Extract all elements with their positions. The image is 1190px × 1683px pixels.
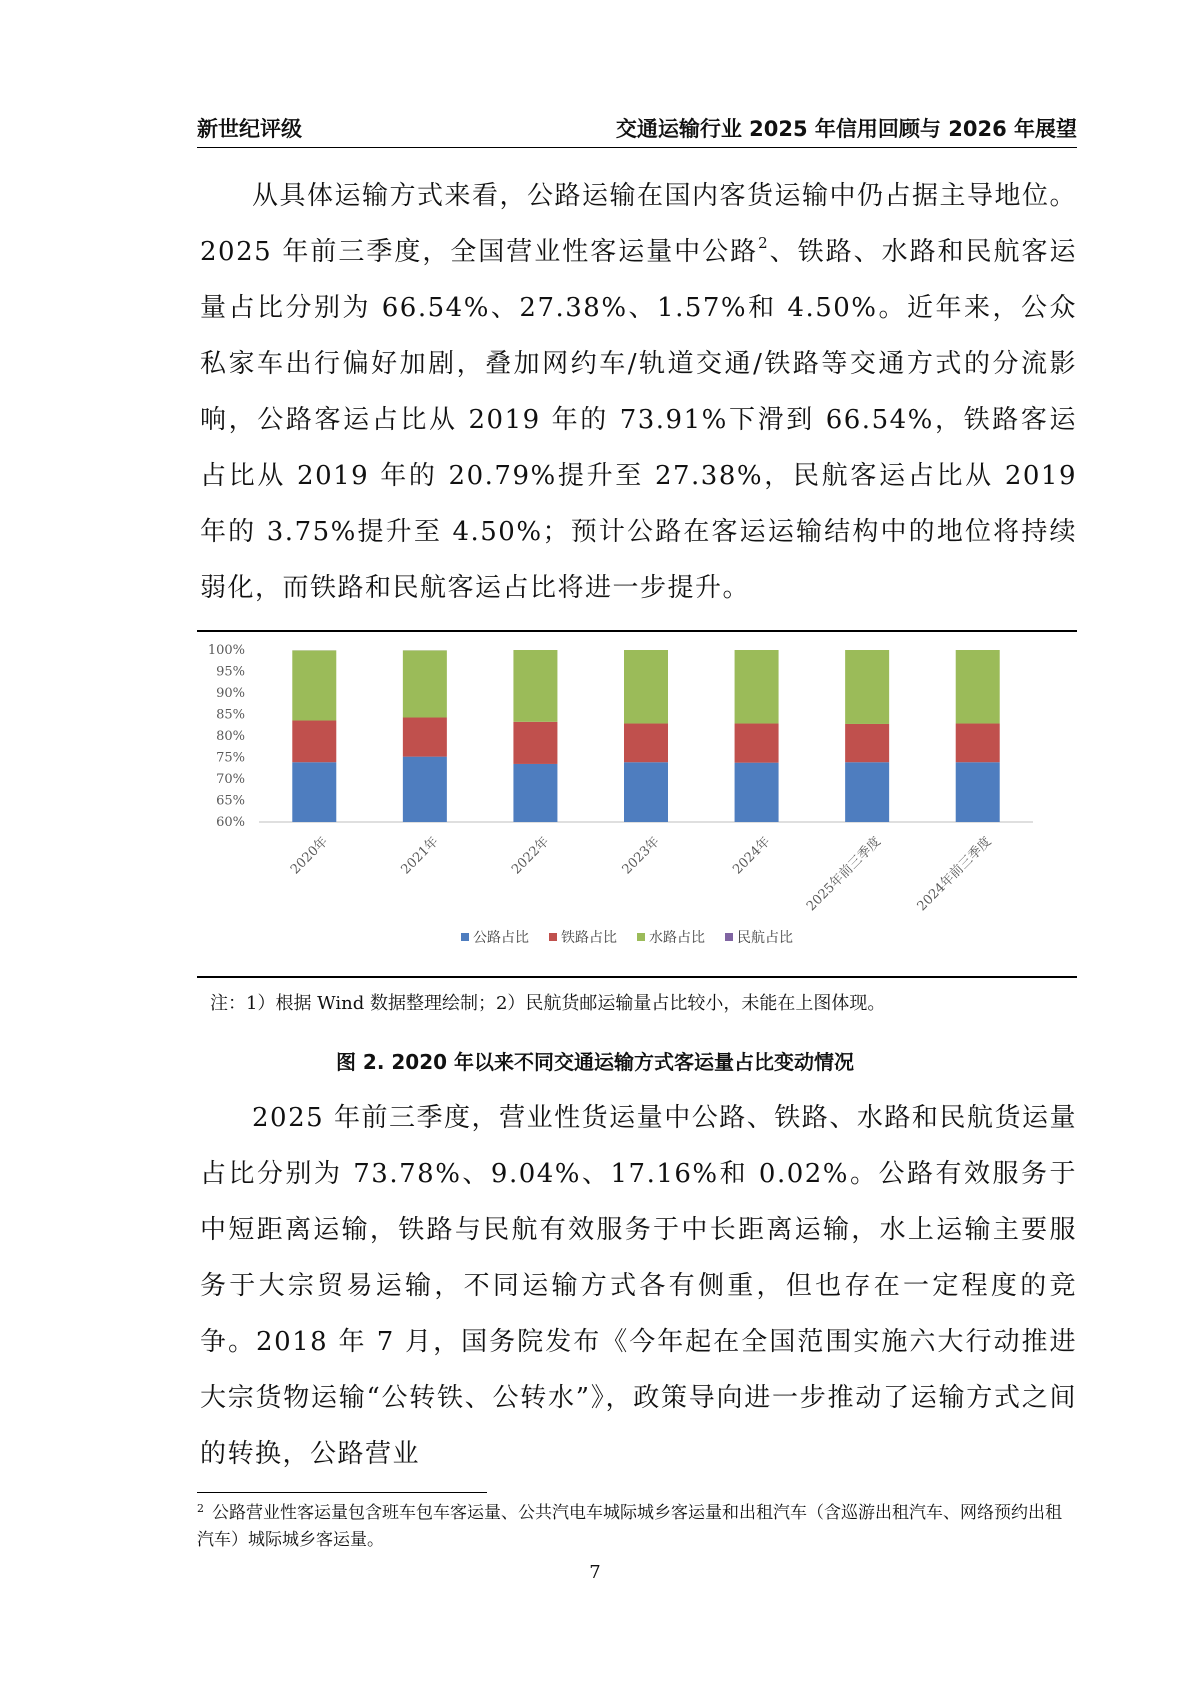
bar-segment (956, 724, 1000, 763)
legend-label: 水路占比 (649, 930, 705, 946)
legend-label: 铁路占比 (561, 930, 617, 946)
bar-segment (845, 762, 889, 822)
bar-segment (624, 724, 668, 763)
chart-bottom-rule (197, 976, 1077, 978)
legend-swatch (725, 933, 733, 941)
paragraph-text-b: 、铁路、水路和民航客运量占比分别为 66.54%、27.38%、1.57%和 4.50%。近年来，公众私家车出行偏好加剧，叠加网约车/轨道交通/铁路等交通方式的分流影响，公路客运占比从 2019 年的 73.91%下滑到 66.54%，铁路客运占比从 2019 年的 20.79%提升至 27.38%，民航客运占比从 2019 年的 3.75%提升至 4.50%；预计公路在客运运输结构中的地位将持续弱化，而铁路和民航客运占比将进一步提升。 (200, 237, 1077, 603)
y-tick-label: 75% (216, 750, 245, 766)
bar-segment (845, 650, 889, 724)
bar-segment (956, 650, 1000, 724)
x-tick-label: 2025年前三季度 (804, 834, 884, 915)
footnote-text: 公路营业性客运量包含班车包车客运量、公共汽电车城际城乡客运量和出租汽车（含巡游出租汽车、网络预约出租汽车）城际城乡客运量。 (197, 1503, 1062, 1550)
bar-segment (624, 762, 668, 822)
paragraph-text-a: 从具体运输方式来看，公路运输在国内客货运输中仍占据主导地位。2025 年前三季度，全国营业性客运量中公路 (200, 181, 1078, 267)
bar-segment (403, 718, 447, 757)
y-tick-label: 60% (216, 815, 245, 830)
paragraph-text: 2025 年前三季度，营业性货运量中公路、铁路、水路和民航货运量占比分别为 73.78%、9.04%、17.16%和 0.02%。公路有效服务于中短距离运输，铁路与民航有效服务于中长距离运输，水上运输主要服务于大宗贸易运输，不同运输方式各有侧重，但也存在一定程度的竞争。2018 年 7 月，国务院发布《今年起在全国范围实施六大行动推进大宗货物运输“公转铁、公转水”》，政策导向进一步推动了运输方式之间的转换，公路营业 (200, 1103, 1077, 1469)
y-tick-label: 95% (216, 664, 245, 680)
bar-segment (292, 650, 336, 720)
y-tick-label: 80% (216, 729, 245, 744)
bar-segment (624, 650, 668, 724)
bar-segment (845, 724, 889, 762)
bar-segment (735, 763, 779, 822)
legend-swatch (637, 933, 645, 941)
bar-segment (735, 650, 779, 724)
x-tick-label: 2024年前三季度 (914, 834, 995, 915)
x-tick-label: 2024年 (730, 834, 774, 878)
x-tick-label: 2021年 (398, 834, 442, 878)
chart-top-rule (197, 630, 1077, 632)
legend-swatch (549, 933, 557, 941)
chart-note: 注：1）根据 Wind 数据整理绘制；2）民航货邮运输量占比较小，未能在上图体现。 (210, 993, 886, 1014)
header-org: 新世纪评级 (197, 117, 302, 141)
header-report-title: 交通运输行业 2025 年信用回顾与 2026 年展望 (615, 117, 1077, 141)
bar-segment (403, 650, 447, 717)
y-tick-label: 100% (207, 643, 245, 658)
y-tick-label: 70% (216, 772, 245, 787)
footnote-reference[interactable]: 2 (758, 234, 770, 252)
bar-segment (956, 762, 1000, 822)
figure-caption: 图 2. 2020 年以来不同交通运输方式客运量占比变动情况 (335, 1050, 855, 1074)
legend-swatch (461, 933, 469, 941)
bar-segment (292, 721, 336, 763)
y-tick-label: 85% (216, 707, 245, 723)
y-tick-label: 65% (216, 793, 245, 809)
stacked-bar-chart (197, 640, 1077, 980)
page-number: 7 (589, 1562, 601, 1583)
paragraph-passenger-transport (200, 168, 1077, 616)
bar-segment (513, 764, 557, 822)
paragraph-freight-transport (200, 1090, 1077, 1482)
footnote-marker: 2 (197, 1502, 204, 1515)
x-tick-label: 2023年 (619, 834, 663, 878)
bar-segment (735, 724, 779, 763)
bar-segment (403, 757, 447, 822)
footnote (197, 1500, 1077, 1554)
x-tick-label: 2020年 (287, 834, 332, 878)
legend-label: 公路占比 (473, 930, 529, 946)
footnote-separator (197, 1492, 487, 1493)
bar-segment (292, 762, 336, 822)
legend-label: 民航占比 (737, 930, 793, 946)
bar-segment (513, 650, 557, 722)
x-tick-label: 2022年 (509, 834, 553, 878)
y-tick-label: 90% (216, 686, 245, 701)
bar-segment (513, 722, 557, 764)
page-header (197, 113, 1077, 148)
